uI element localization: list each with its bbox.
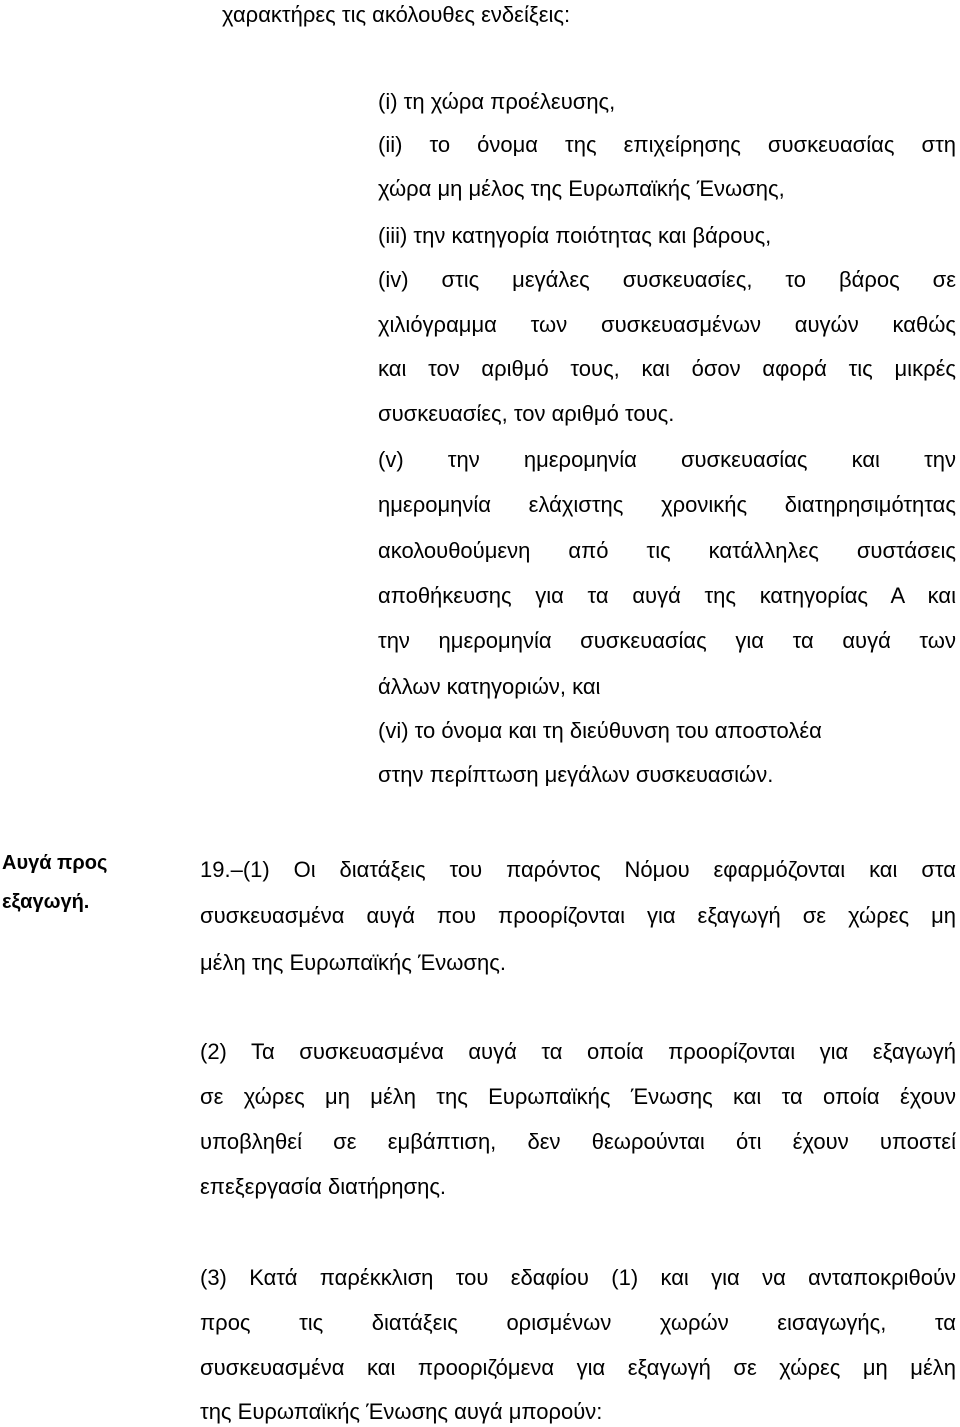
item-v-line5: την ημερομηνία συσκευασίας για τα αυγά των xyxy=(378,628,956,653)
item-ii-line1: (ii) το όνομα της επιχείρησης συσκευασίας στη xyxy=(378,132,956,157)
margin-note-line1: Αυγά προς xyxy=(2,852,108,874)
margin-note-line2: εξαγωγή. xyxy=(2,891,90,913)
section19-p3-line2: προς τις διατάξεις ορισμένων χωρών εισαγωγής, τα xyxy=(200,1310,956,1335)
section19-p1-line1: 19.–(1) Οι διατάξεις του παρόντος Νόμου εφαρμόζονται και στα xyxy=(200,857,956,882)
item-iv-line2: χιλιόγραμμα των συσκευασμένων αυγών καθώς xyxy=(378,312,956,337)
section19-p3-line3: συσκευασμένα και προοριζόμενα για εξαγωγή σε χώρες μη μέλη xyxy=(200,1355,956,1380)
item-v-line3: ακολουθούμενη από τις κατάλληλες συστάσεις xyxy=(378,538,956,563)
item-v-line4: αποθήκευσης για τα αυγά της κατηγορίας Α και xyxy=(378,583,956,608)
item-iv-line4: συσκευασίες, τον αριθμό τους. xyxy=(378,401,675,426)
item-vi-line2: στην περίπτωση μεγάλων συσκευασιών. xyxy=(378,762,774,787)
section19-p3-line1: (3) Κατά παρέκκλιση του εδαφίου (1) και για να ανταποκριθούν xyxy=(200,1265,956,1290)
item-iv-line1: (iv) στις μεγάλες συσκευασίες, το βάρος σε xyxy=(378,267,956,292)
section19-p2-line1: (2) Τα συσκευασμένα αυγά τα οποία προορίζονται για εξαγωγή xyxy=(200,1039,956,1064)
item-i: (i) τη χώρα προέλευσης, xyxy=(378,89,616,114)
item-v-line1: (v) την ημερομηνία συσκευασίας και την xyxy=(378,447,956,472)
section19-p1-line2: συσκευασμένα αυγά που προορίζονται για εξαγωγή σε χώρες μη xyxy=(200,903,956,928)
section19-p1-line3: μέλη της Ευρωπαϊκής Ένωσης. xyxy=(200,950,506,975)
intro-line: χαρακτήρες τις ακόλουθες ενδείξεις: xyxy=(222,2,571,27)
item-iii: (iii) την κατηγορία ποιότητας και βάρους, xyxy=(378,223,772,248)
section19-p2-line4: επεξεργασία διατήρησης. xyxy=(200,1174,447,1199)
item-iv-line3: και τον αριθμό τους, και όσον αφορά τις μικρές xyxy=(378,356,956,381)
section19-p3-line4: της Ευρωπαϊκής Ένωσης αυγά μπορούν: xyxy=(200,1399,603,1424)
item-v-line2: ημερομηνία ελάχιστης χρονικής διατηρησιμότητας xyxy=(378,492,956,517)
item-ii-line2: χώρα μη μέλος της Ευρωπαϊκής Ένωσης, xyxy=(378,176,785,201)
section19-p2-line3: υποβληθεί σε εμβάπτιση, δεν θεωρούνται ότι έχουν υποστεί xyxy=(200,1129,956,1154)
item-v-line6: άλλων κατηγοριών, και xyxy=(378,674,601,699)
item-vi-line1: (vi) το όνομα και τη διεύθυνση του αποστολέα xyxy=(378,718,822,743)
section19-p2-line2: σε χώρες μη μέλη της Ευρωπαϊκής Ένωσης και τα οποία έχουν xyxy=(200,1084,956,1109)
